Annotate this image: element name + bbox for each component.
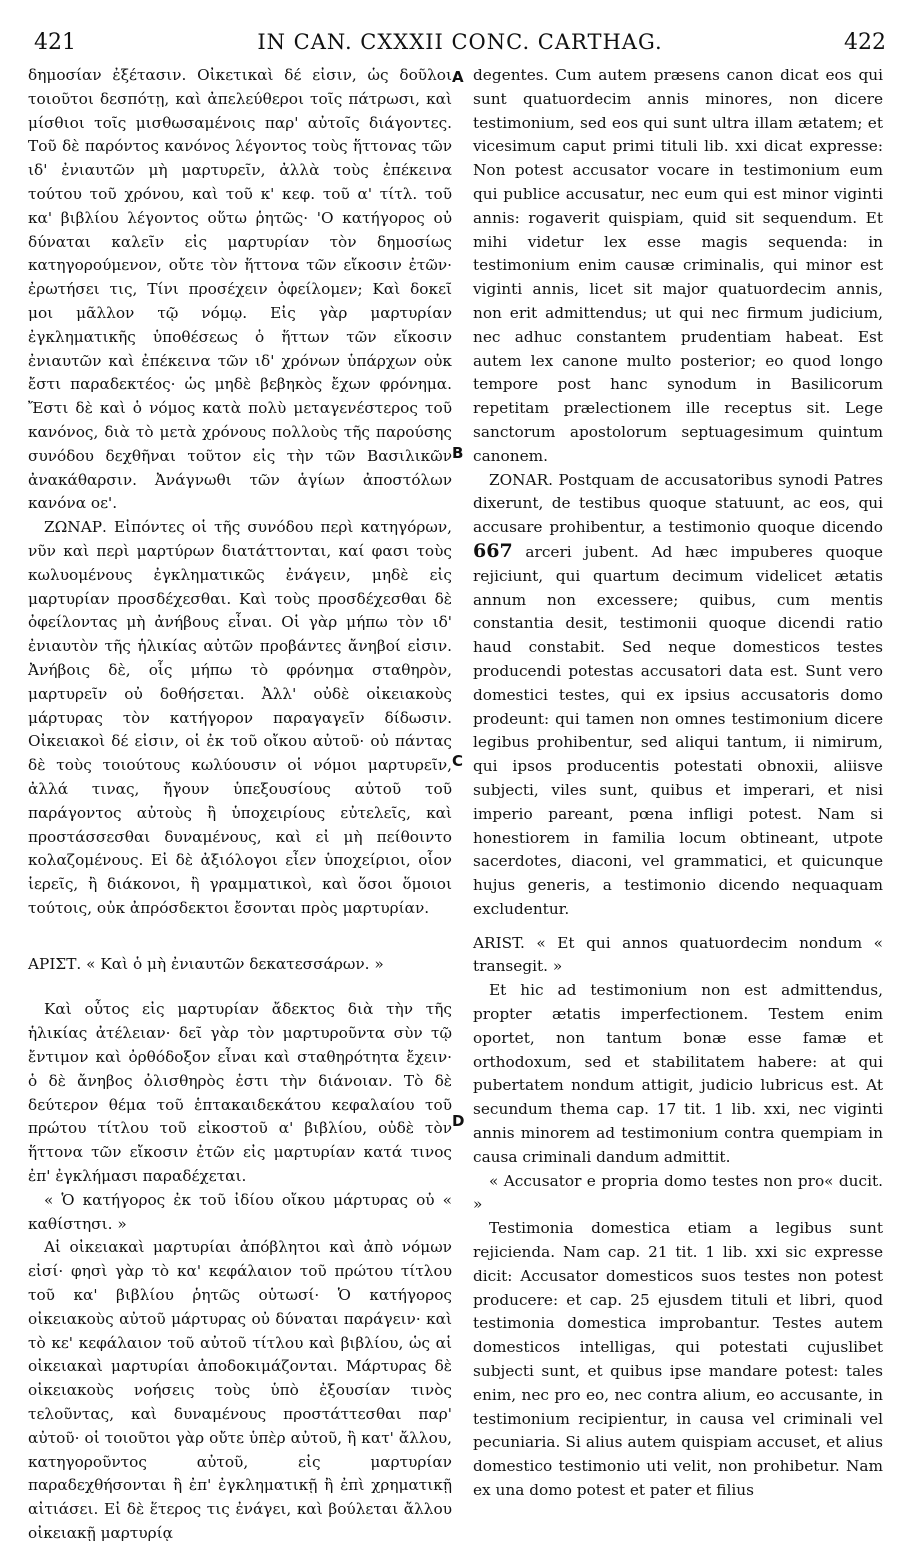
latin-aristenus-paragraph-1: Et hic ad testimonium non est admittendus, propter ætatis imperfectionem. Testem enim oportet, non tantum bonæ esse famæ et orthodoxum, sed et stabilitatem habere: at qui pubertatem nondum attigit, judicio lubricus est. At secundum thema cap. 17 tit. 1 lib. xxi, nec viginti annis minorem ad testimonium contra quempiam in causa criminali dandum admittit. <box>473 981 883 1166</box>
greek-column <box>28 64 452 1546</box>
latin-aristenus-heading-1: ARIST. « Et qui annos quatuordecim nondum « transegit. » <box>473 933 883 976</box>
latin-paragraph-1: degentes. Cum autem præsens canon dicat eos qui sunt quatuordecim annis minores, non dicere testimonium, sed eos qui sunt ultra illam ætatem; et vicesimum caput primi tituli lib. xxi dicat expresse: Non potest accusator vocare in testimonium eum qui publice accusatur, nec eum qui est minor viginti annis: rogaverit quispiam, quid sit sequendum. Et mihi videtur lex esse magis sequenda: in testimonium enim causæ criminalis, qui minor est viginti annis, licet sit major quatuordecim annis, non erit admittendus; ut qui nec firmum judicium, nec adhuc constantem prudentiam habeat. Est autem lex canone multo posterior; eo quod longo tempore post hanc synodum in Basilicorum repetitam prælectionem ille receptus sit. Lege sanctorum apostolorum septuagesimum quintum canonem. <box>473 66 883 465</box>
greek-zonaras-commentary: ΖΩΝΑΡ. Εἰπόντες οἱ τῆς συνόδου περὶ κατηγόρων, νῦν καὶ περὶ μαρτύρων διατάττονται, καί φασι τοὺς κωλυομένους ἐγκληματικῶς ἐνάγειν, μηδὲ εἰς μαρτυρίαν προσδέχεσθαι. Καὶ τοὺς προσδέχεσθαι δὲ ὀφείλοντας μὴ ἀνήβους εἶναι. Οἱ γὰρ μήπω τὸν ιδ' ἐνιαυτὸν τῆς ἡλικίας αὐτῶν προβάντες ἄνηβοί εἰσιν. Ἀνήβοις δὲ, οἷς μήπω τὸ φρόνημα σταθηρὸν, μαρτυρεῖν οὐ δοθήσεται. Ἀλλ' οὐδὲ οἰκειακοὺς μάρτυρας τὸν κατήγορον παραγαγεῖν δίδωσιν. Οἰκειακοὶ δέ εἰσιν, οἱ ἐκ τοῦ οἴκου αὐτοῦ· οὐ πάντας δὲ τοὺς τοιούτους κωλύουσιν οἱ νόμοι μαρτυρεῖν, ἀλλά τινας, ἤγουν ὑπεξουσίους αὐτοῦ τοῦ παράγοντος αὐτοὺς ἢ ὑποχειρίους εὐτελεῖς, καὶ προστάσσεσθαι δυναμένους, καὶ εἰ μὴ πείθοιντο κολαζομένους. Εἰ δὲ ἀξιόλογοι εἶεν ὑποχείριοι, οἷον ἱερεῖς, ἢ διάκονοι, ἢ γραμματικοὶ, καὶ ὅσοι ὅμοιοι τούτοις, οὐκ ἀπρόσδεκτοι ἔσονται πρὸς μαρτυρίαν. <box>28 518 452 917</box>
latin-zonaras-text-b: arceri jubent. Ad hæc impuberes quoque rejiciunt, qui quartum decimum videlicet ætatis annum non excessere; quibus, cum mentis constantia desit, testimonii quoque dicendi ratio haud constabit. Sed neque domesticos testes producendi potestas accusatori data est. Sunt vero domestici testes, qui ex ipsius accusatoris domo prodeunt: qui tamen non omnes testimonium dicere legibus prohibentur, sed aliqui tantum, ii nimirum, qui ipsos producentis potestati obnoxii, aliisve subjecti, viles sunt, quibus et imperari, et nisi imperio pareant, pœna infligi potest. Nam si honestiorem in familia locum obtineant, utpote sacerdotes, diaconi, vel grammatici, et quicunque hujus generis, a testimonio dicendo nequaquam excludentur. <box>473 542 883 918</box>
margin-marker-b: B <box>452 444 464 462</box>
greek-aristenus-paragraph-1: Καὶ οὗτος εἰς μαρτυρίαν ἄδεκτος διὰ τὴν τῆς ἡλικίας ἀτέλειαν· δεῖ γὰρ τὸν μαρτυροῦντα σὺν τῷ ἔντιμον καὶ ὀρθόδοξον εἶναι καὶ σταθηρότητα ἔχειν· ὁ δὲ ἄνηβος ὀλισθηρὸς ἐστι τὴν διάνοιαν. Τὸ δὲ δεύτερον θέμα τοῦ ἑπτακαιδεκάτου κεφαλαίου τοῦ πρώτου τίτλου τοῦ εἰκοστοῦ α' βιβλίου, οὐδὲ τὸν ἥττονα τῶν εἴκοσιν ἐτῶν εἰς μαρτυρίαν κατά τινος ἐπ' ἐγκλήμασι παραδέχεται. <box>28 1000 452 1186</box>
latin-zonaras-commentary <box>473 469 883 922</box>
page-header <box>34 30 886 58</box>
greek-aristenus-heading-2: « Ὁ κατήγορος ἐκ τοῦ ἰδίου οἴκου μάρτυρας οὐ « καθίστησι. » <box>28 1190 452 1233</box>
greek-aristenus-heading-1: ΑΡΙΣΤ. « Καὶ ὁ μὴ ἐνιαυτῶν δεκατεσσάρων. » <box>28 954 384 973</box>
margin-marker-a: A <box>452 68 464 86</box>
margin-marker-c: C <box>452 752 464 770</box>
latin-column <box>473 64 883 1503</box>
latin-zonaras-text-a: ZONAR. Postquam de accusatoribus synodi Patres dixerunt, de testibus quoque statuunt, ac eos, qui accusare prohibentur, a testimonio quoque dicendo <box>473 470 883 537</box>
latin-aristenus-paragraph-2: Testimonia domestica etiam a legibus sunt rejicienda. Nam cap. 21 tit. 1 lib. xxi sic expresse dicit: Accusator domesticos suos testes non potest producere: et cap. 25 ejusdem tituli et libri, quod testimonia domestica improbantur. Testes autem domesticos intelligas, qui potestati cujuslibet subjecti sunt, et quibus ipse mandare potest: tales enim, nec pro eo, nec contra alium, eo accusante, in testimonium recipientur, in causa vel criminali vel pecuniaria. Si alius autem quispiam accuset, et alius domestico testimonio uti velit, non prohibetur. Nam ex una domo potest et pater et filius <box>473 1219 883 1500</box>
page-number-left: 421 <box>34 30 76 55</box>
latin-aristenus-heading-2: « Accusator e propria domo testes non pro« ducit. » <box>473 1171 883 1214</box>
column-number: 667 <box>473 539 513 562</box>
greek-aristenus-paragraph-2: Αἱ οἰκειακαὶ μαρτυρίαι ἀπόβλητοι καὶ ἀπὸ νόμων εἰσί· φησὶ γὰρ τὸ κα' κεφάλαιον τοῦ πρώτου τίτλου τοῦ κα' βιβλίου ῥητῶς οὑτωσί· Ὁ κατήγορος οἰκειακοὺς αὐτοῦ μάρτυρας οὐ δύναται παράγειν· καὶ τὸ κε' κεφάλαιον τοῦ αὐτοῦ τίτλου καὶ βιβλίου, ὡς αἱ οἰκειακαὶ μαρτυρίαι ἀποδοκιμάζονται. Μάρτυρας δὲ οἰκειακοὺς νοήσεις τοὺς ὑπὸ ἐξουσίαν τινὸς τελοῦντας, καὶ δυναμένους προστάττεσθαι παρ' αὐτοῦ· οἱ τοιοῦτοι γὰρ οὔτε ὑπὲρ αὐτοῦ, ἢ κατ' ἄλλου, κατηγοροῦντος αὐτοῦ, εἰς μαρτυρίαν παραδεχθήσονται ἢ ἐπ' ἐγκληματικῇ ἢ ἐπὶ χρηματικῇ αἰτιάσει. Εἰ δὲ ἕτερος τις ἐνάγει, καὶ βούλεται ἄλλου οἰκειακῇ μαρτυρίᾳ <box>28 1238 452 1543</box>
margin-marker-d: D <box>452 1112 465 1130</box>
greek-paragraph-1: δημοσίαν ἐξέτασιν. Οἰκετικαὶ δέ εἰσιν, ὡς δοῦλοι τοιοῦτοι δεσπότῃ, καὶ ἀπελεύθεροι τοῖς πάτρωσι, καὶ μίσθιοι τοῖς μισθωσαμένοις παρ' αὐτοῖς διάγοντες. Τοῦ δὲ παρόντος κανόνος λέγοντος τοὺς ἥττονας τῶν ιδ' ἐνιαυτῶν μὴ μαρτυρεῖν, ἀλλὰ τοὺς ἐπέκεινα τούτου τοῦ χρόνου, καὶ τοῦ κ' κεφ. τοῦ α' τίτλ. τοῦ κα' βιβλίου λέγοντος οὕτω ῥητῶς· 'Ο κατήγορος οὐ δύναται καλεῖν εἰς μαρτυρίαν τὸν δημοσίως κατηγορούμενον, οὔτε τὸν ἥττονα τῶν εἴκοσιν ἐτῶν· ἐρωτήσει τις, Τίνι προσέχειν ὀφείλομεν; Καὶ δοκεῖ μοι μᾶλλον τῷ νόμῳ. Εἰς γὰρ μαρτυρίαν ἐγκληματικῆς ὑποθέσεως ὁ ἥττων τῶν εἴκοσιν ἐνιαυτῶν καὶ ἐπέκεινα τῶν ιδ' χρόνων ὑπάρχων οὐκ ἔστι παραδεκτέος· ὡς μηδὲ βεβηκὸς ἔχων φρόνημα. Ἔστι δὲ καὶ ὁ νόμος κατὰ πολὺ μεταγενέστερος τοῦ κανόνος, διὰ τὸ μετὰ χρόνους πολλοὺς τῆς παρούσης συνόδου δεχθῆναι τοῦτον εἰς τὴν τῶν Βασιλικῶν ἀνακάθαρσιν. Ἀνάγνωθι τῶν ἁγίων ἀποστόλων κανόνα οε'. <box>28 66 452 513</box>
running-title: IN CAN. CXXXII CONC. CARTHAG. <box>257 30 663 54</box>
page-number-right: 422 <box>844 30 886 55</box>
